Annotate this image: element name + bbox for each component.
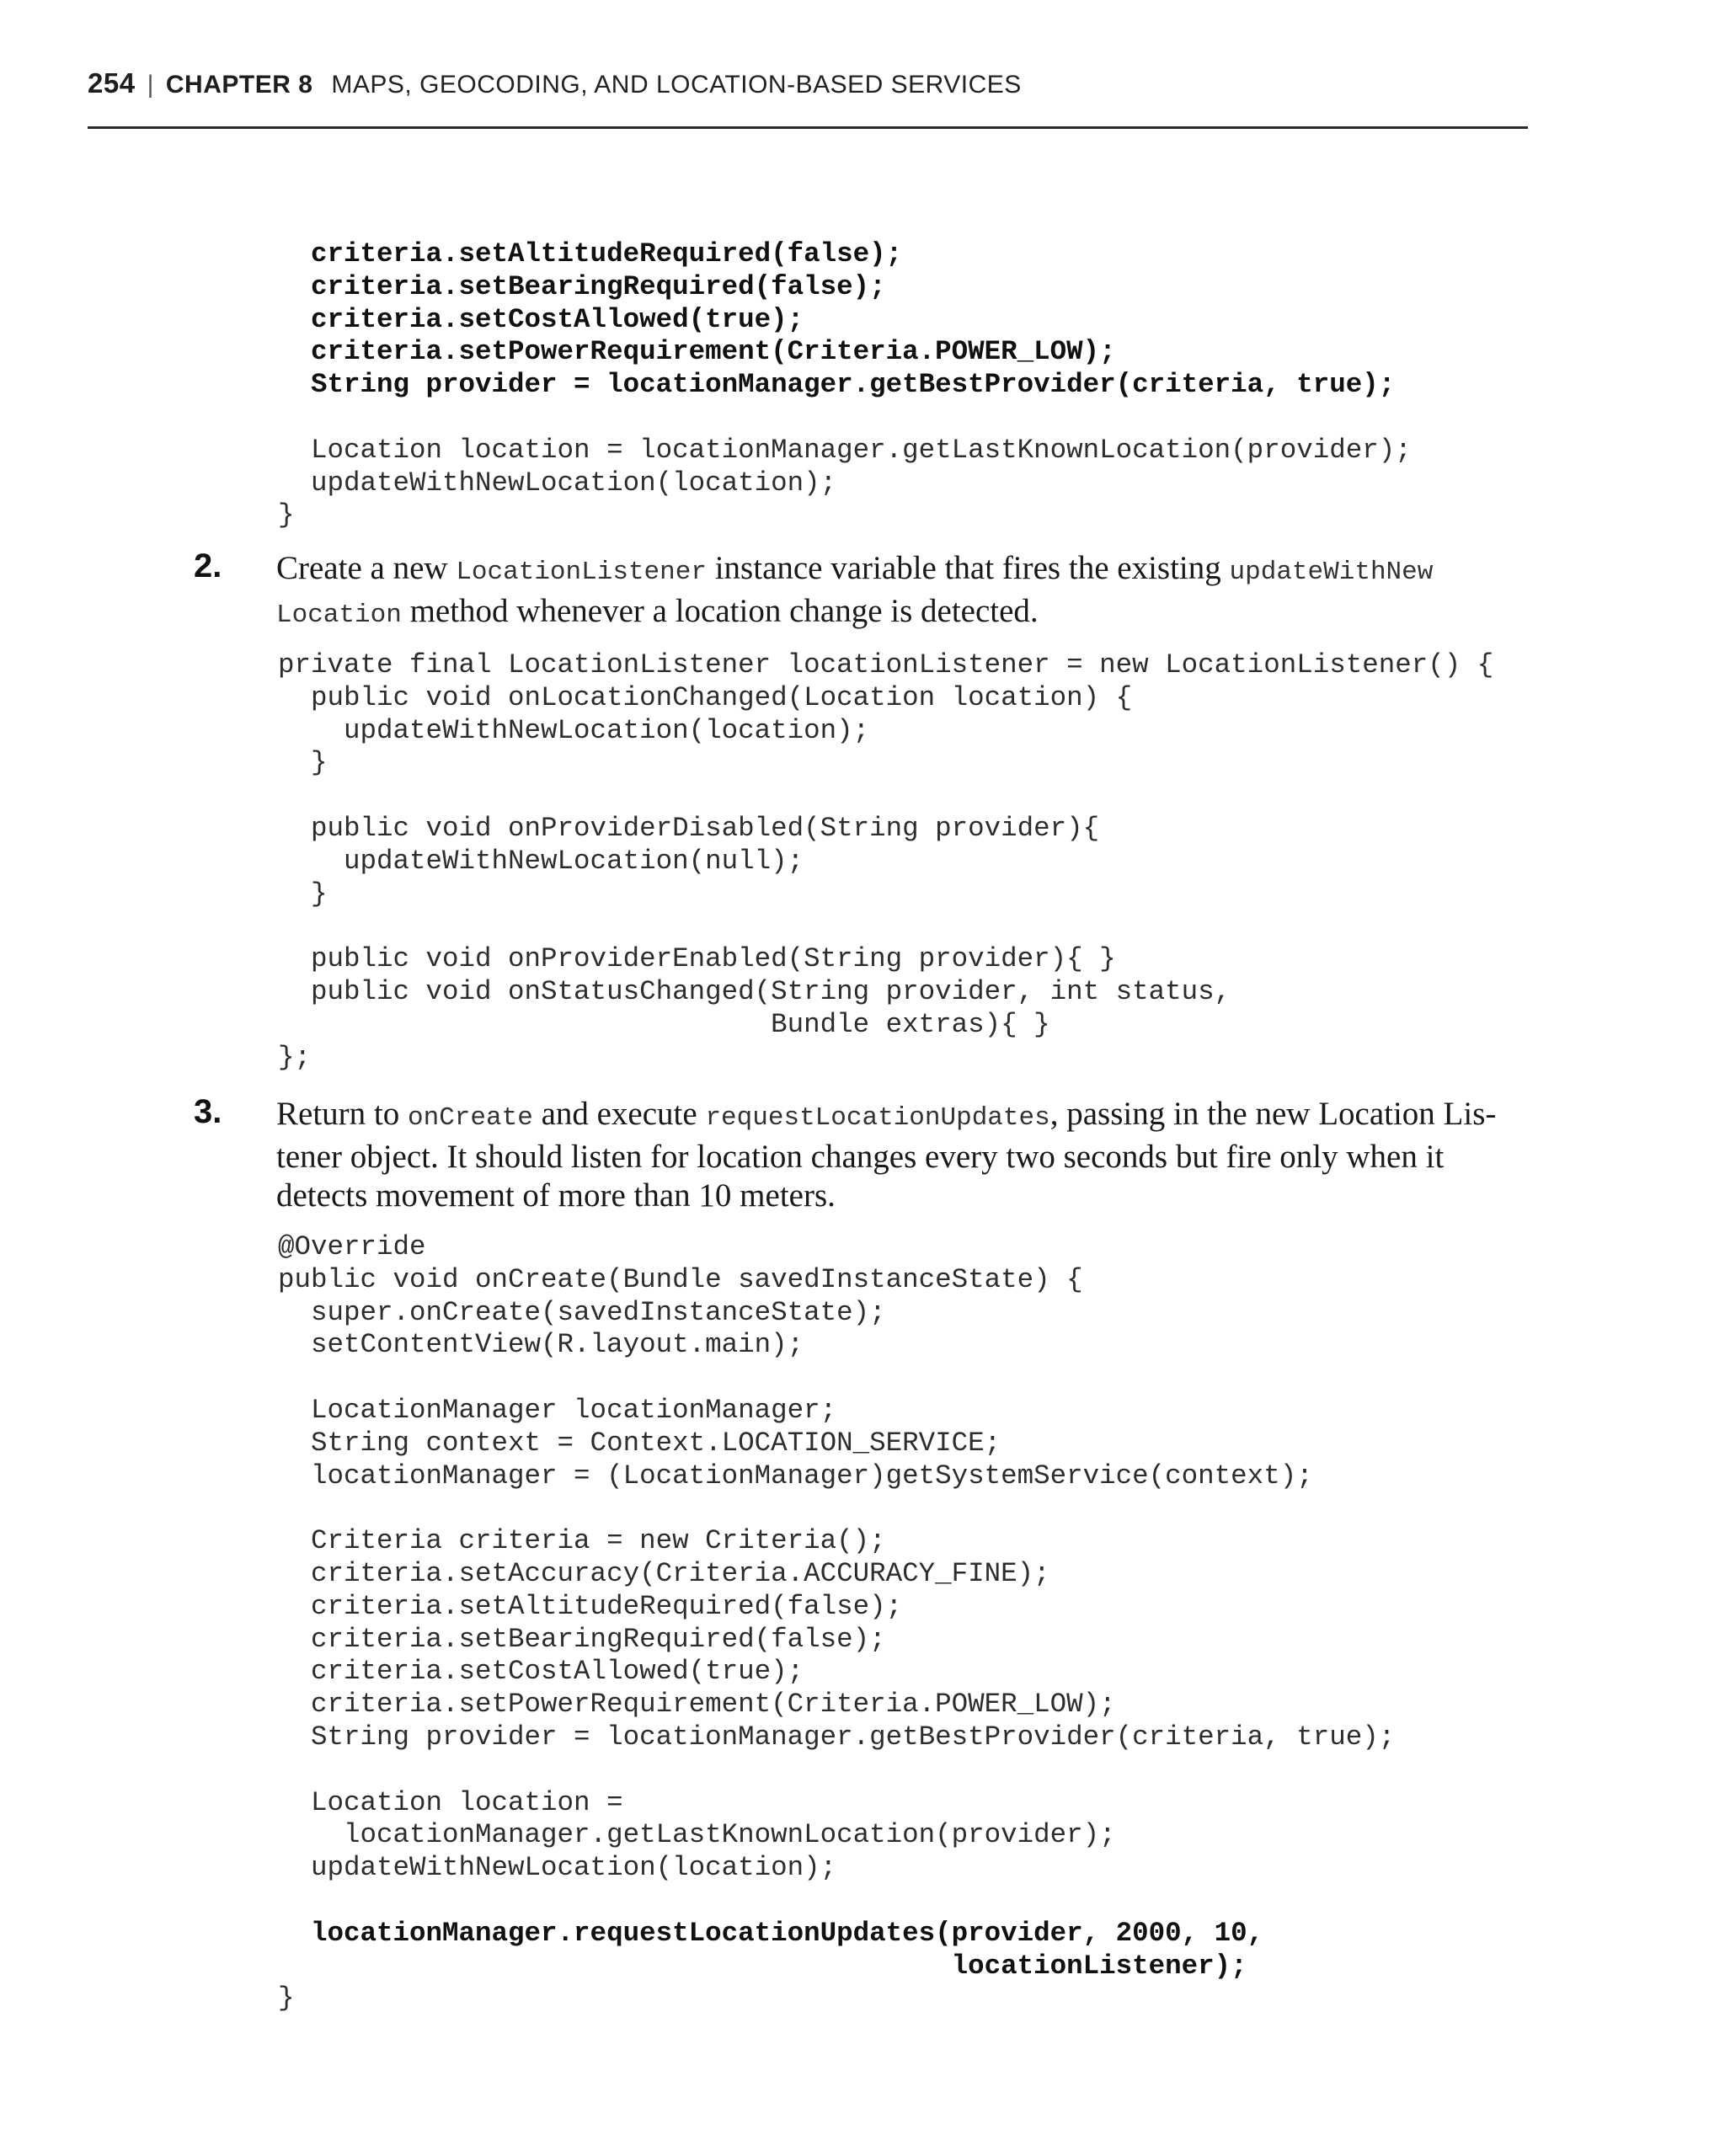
- code-line-bold: criteria.setPowerRequirement(Criteria.POWER_LOW);: [278, 336, 1116, 368]
- step-number: 3.: [194, 1093, 222, 1130]
- code-line: updateWithNewLocation(location);: [278, 1852, 837, 1884]
- header-rule: [88, 126, 1528, 129]
- code-line: @Override: [278, 1231, 426, 1262]
- code-line-bold: criteria.setBearingRequired(false);: [278, 270, 886, 302]
- code-block-location-listener: [278, 649, 1493, 1074]
- code-block-oncreate: [278, 1231, 1395, 2015]
- code-line: updateWithNewLocation(location);: [278, 467, 837, 499]
- code-line: };: [278, 1041, 312, 1073]
- code-line: public void onProviderEnabled(String provider){ }: [278, 943, 1116, 975]
- code-line-bold: String provider = locationManager.getBestProvider(criteria, true);: [278, 369, 1396, 401]
- code-line: criteria.setAltitudeRequired(false);: [278, 1590, 903, 1622]
- code-line: LocationManager locationManager;: [278, 1394, 837, 1426]
- inline-code: Location: [276, 600, 402, 630]
- inline-code: requestLocationUpdates: [705, 1103, 1050, 1133]
- code-line: public void onLocationChanged(Location location) {: [278, 681, 1133, 713]
- code-line: }: [278, 499, 295, 531]
- inline-code: LocationListener: [456, 558, 707, 587]
- code-line: Location location =: [278, 1786, 623, 1818]
- code-line: criteria.setPowerRequirement(Criteria.POWER_LOW);: [278, 1689, 1116, 1721]
- code-line: }: [278, 1983, 295, 2015]
- code-line: public void onCreate(Bundle savedInstanceState) {: [278, 1263, 1083, 1295]
- code-line-bold: locationListener);: [278, 1950, 1247, 1982]
- code-line-bold: criteria.setAltitudeRequired(false);: [278, 238, 903, 270]
- code-line: criteria.setBearingRequired(false);: [278, 1623, 886, 1655]
- page-number: 254: [88, 67, 136, 99]
- header-separator: |: [147, 71, 154, 99]
- chapter-title: MAPS, GEOCODING, AND LOCATION-BASED SERVICES: [331, 71, 1022, 99]
- code-line: Criteria criteria = new Criteria();: [278, 1525, 886, 1557]
- code-line: }: [278, 878, 328, 910]
- code-line: criteria.setAccuracy(Criteria.ACCURACY_FINE);: [278, 1557, 1050, 1589]
- code-line: updateWithNewLocation(location);: [278, 714, 870, 746]
- code-line: Bundle extras){ }: [278, 1008, 1050, 1040]
- chapter-label: CHAPTER 8: [165, 71, 313, 99]
- code-line: locationManager = (LocationManager)getSystemService(context);: [278, 1460, 1313, 1492]
- code-line: String provider = locationManager.getBestProvider(criteria, true);: [278, 1721, 1396, 1753]
- code-line: super.onCreate(savedInstanceState);: [278, 1296, 886, 1328]
- code-line: Location location = locationManager.getLastKnownLocation(provider);: [278, 434, 1412, 466]
- code-line: setContentView(R.layout.main);: [278, 1329, 804, 1361]
- inline-code: updateWithNew: [1229, 558, 1434, 587]
- code-line: criteria.setCostAllowed(true);: [278, 1656, 804, 1688]
- step-number: 2.: [194, 547, 222, 584]
- code-line-bold: locationManager.requestLocationUpdates(provider, 2000, 10,: [278, 1917, 1264, 1949]
- code-block-top: [278, 238, 1412, 532]
- running-header: [88, 67, 1022, 99]
- code-line: }: [278, 747, 328, 779]
- code-line: updateWithNewLocation(null);: [278, 845, 804, 877]
- code-line: public void onProviderDisabled(String provider){: [278, 812, 1100, 844]
- step-3-text: Return to onCreate and execute requestLocationUpdates, passing in the new Location Lis-tener object. It should listen for location changes every two seconds but fire only when it detects movement of more than 10 meters.: [276, 1096, 1497, 1214]
- code-line: public void onStatusChanged(String provider, int status,: [278, 975, 1231, 1007]
- code-line-bold: criteria.setCostAllowed(true);: [278, 303, 804, 335]
- code-line: String context = Context.LOCATION_SERVICE;: [278, 1427, 1001, 1459]
- code-line: locationManager.getLastKnownLocation(provider);: [278, 1819, 1116, 1851]
- step-2-text: Create a new LocationListener instance variable that fires the existing updateWithNew Location method whenever a location change is detected.: [276, 550, 1434, 630]
- inline-code: onCreate: [407, 1103, 533, 1133]
- code-line: private final LocationListener locationListener = new LocationListener() {: [278, 649, 1494, 680]
